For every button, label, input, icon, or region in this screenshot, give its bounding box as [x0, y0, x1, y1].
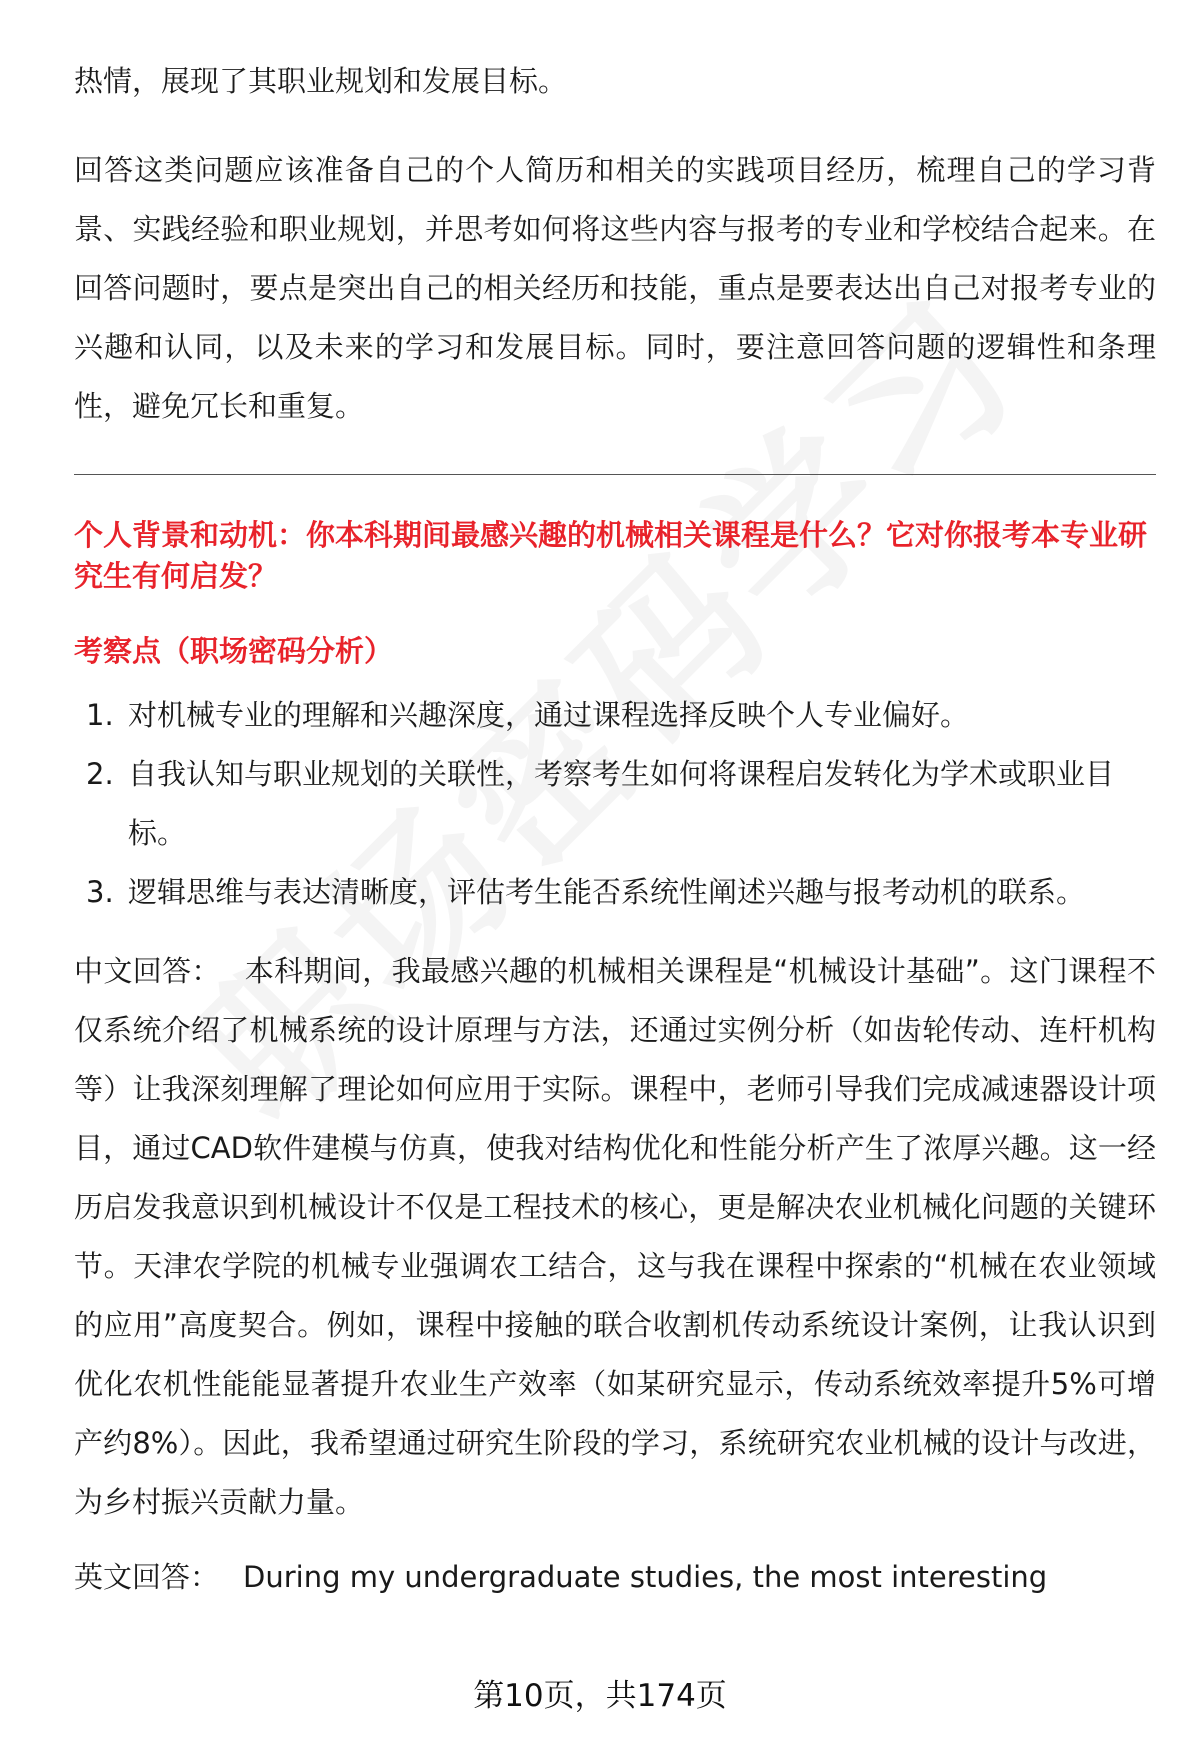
chinese-answer [74, 942, 1156, 1532]
assessment-point-1 [74, 686, 1156, 745]
content-area [74, 52, 1156, 1607]
advice-paragraph: 回答这类问题应该准备自己的个人简历和相关的实践项目经历，梳理自己的学习背景、实践经验和职业规划，并思考如何将这些内容与报考的专业和学校结合起来。在回答问题时，要点是突出自己的相关经历和技能，重点是要表达出自己对报考专业的兴趣和认同，以及未来的学习和发展目标。同时，要注意回答问题的逻辑性和条理性，避免冗长和重复。 [74, 153, 1156, 423]
assessment-point-3 [74, 863, 1156, 922]
point-number: 1. [86, 698, 114, 732]
page-footer: 第10页，共174页 [473, 1678, 727, 1714]
assessment-points [74, 686, 1156, 922]
assessment-point-2 [74, 745, 1156, 863]
english-answer-text: During my undergraduate studies, the most interesting [243, 1560, 1048, 1594]
english-answer-label: 英文回答： [74, 1560, 220, 1594]
section-divider [74, 474, 1156, 475]
point-text: 对机械专业的理解和兴趣深度，通过课程选择反映个人专业偏好。 [128, 698, 970, 732]
point-text: 逻辑思维与表达清晰度，评估考生能否系统性阐述兴趣与报考动机的联系。 [128, 875, 1086, 909]
point-number: 2. [86, 757, 114, 791]
english-answer [74, 1548, 1156, 1607]
point-number: 3. [86, 875, 114, 909]
chinese-answer-text: 本科期间，我最感兴趣的机械相关课程是“机械设计基础”。这门课程不仅系统介绍了机械系统的设计原理与方法，还通过实例分析（如齿轮传动、连杆机构等）让我深刻理解了理论如何应用于实际。课程中，老师引导我们完成减速器设计项目，通过CAD软件建模与仿真，使我对结构优化和性能分析产生了浓厚兴趣。这一经历启发我意识到机械设计不仅是工程技术的核心，更是解决农业机械化问题的关键环节。天津农学院的机械专业强调农工结合，这与我在课程中探索的“机械在农业领域的应用”高度契合。例如，课程中接触的联合收割机传动系统设计案例，让我认识到优化农机性能能显著提升农业生产效率（如某研究显示，传动系统效率提升5%可增产约8%）。因此，我希望通过研究生阶段的学习，系统研究农业机械的设计与改进，为乡村振兴贡献力量。 [74, 954, 1156, 1519]
assessment-title: 考察点（职场密码分析） [74, 634, 394, 668]
intro-line: 热情，展现了其职业规划和发展目标。 [74, 64, 568, 98]
chinese-answer-label: 中文回答： [74, 954, 221, 988]
question-heading: 个人背景和动机：你本科期间最感兴趣的机械相关课程是什么？它对你报考本专业研究生有何启发？ [74, 518, 1148, 593]
point-text: 自我认知与职业规划的关联性，考察考生如何将课程启发转化为学术或职业目标。 [128, 757, 1115, 850]
